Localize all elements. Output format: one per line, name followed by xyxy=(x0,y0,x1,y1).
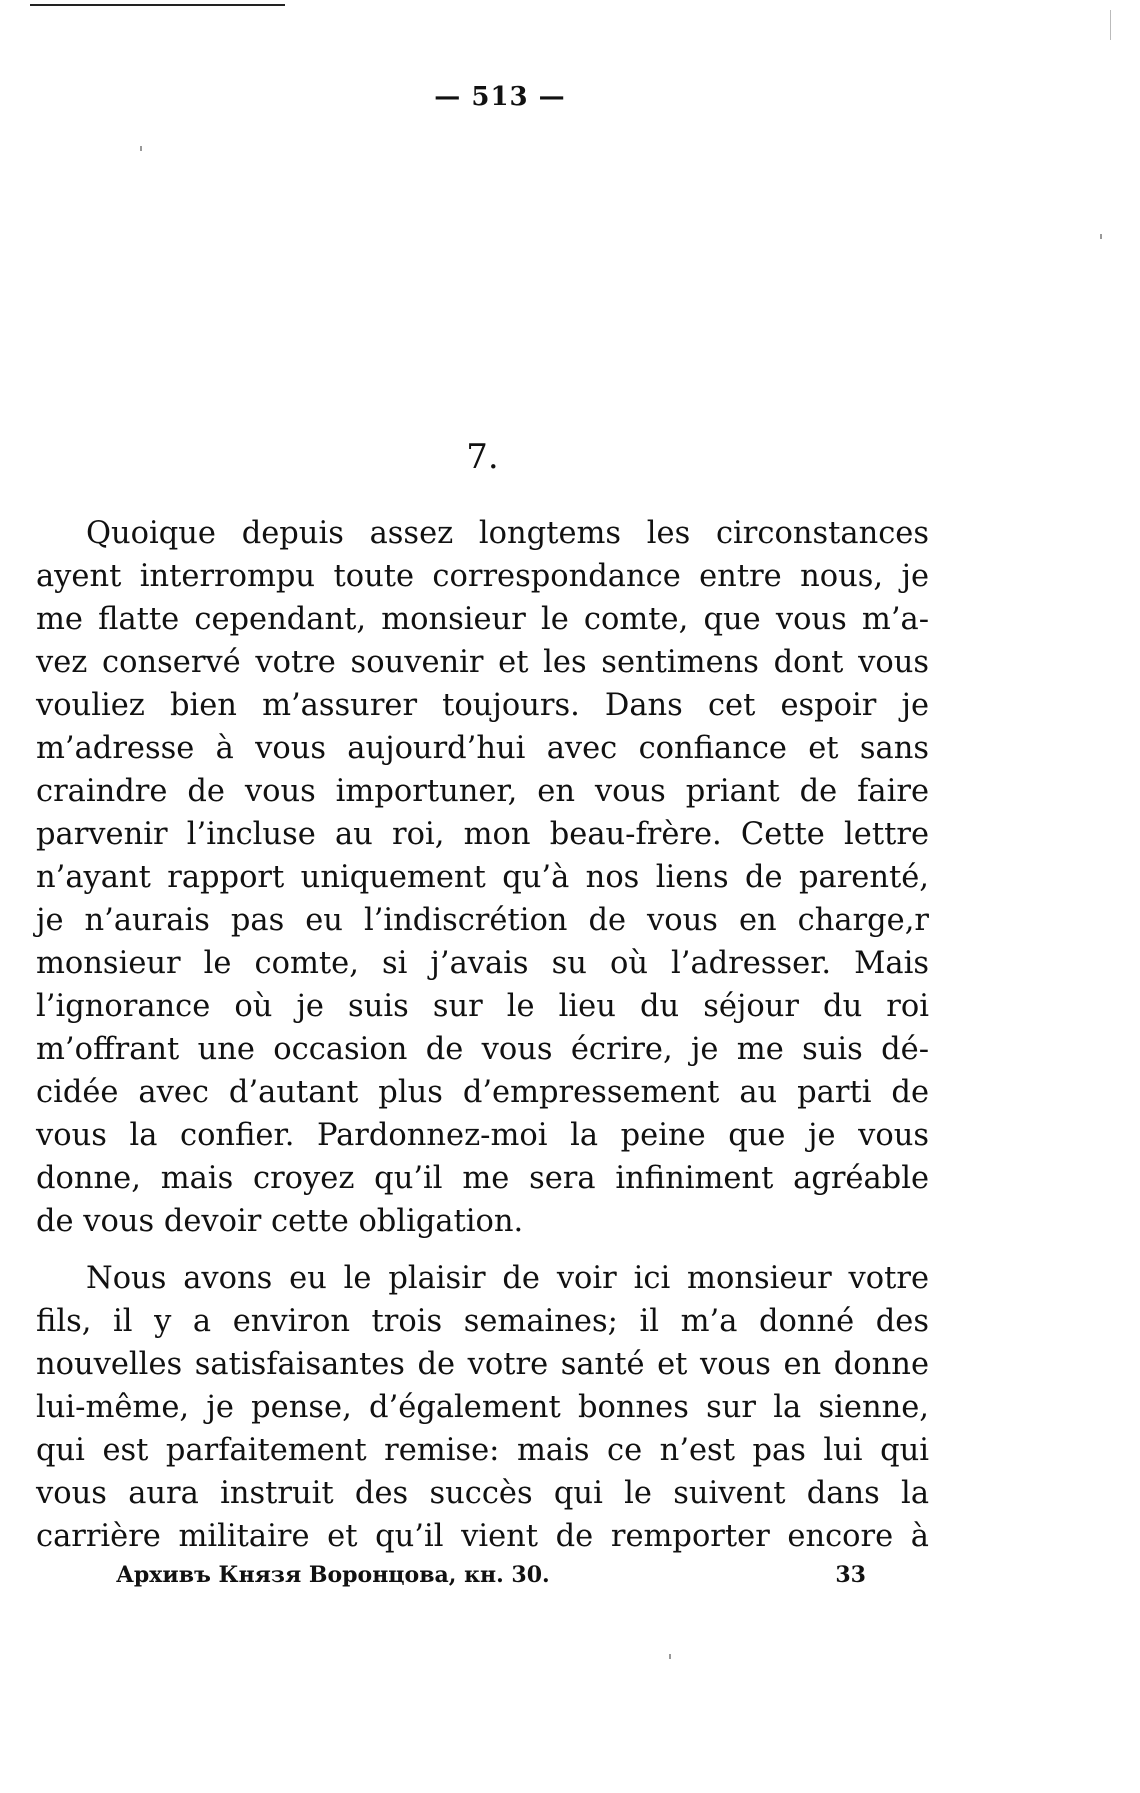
text-line: parvenir l’incluse au roi, mon beau-frère. Cette lettre xyxy=(36,817,929,852)
text-line: monsieur le comte, si j’avais su où l’adresser. Mais xyxy=(36,946,929,981)
text-line: Quoique depuis assez longtems les circonstances xyxy=(86,516,929,551)
print-speck xyxy=(140,146,142,151)
paragraph-2 xyxy=(36,1257,929,1558)
text-line: vouliez bien m’assurer toujours. Dans cet espoir je xyxy=(36,688,929,723)
text-line: Nous avons eu le plaisir de voir ici monsieur votre xyxy=(86,1261,929,1296)
text-line: l’ignorance où je suis sur le lieu du séjour du roi xyxy=(36,989,929,1024)
text-line: fils, il y a environ trois semaines; il m’a donné des xyxy=(36,1304,929,1339)
text-line: je n’aurais pas eu l’indiscrétion de vous en charge,r xyxy=(36,903,929,938)
text-line: donne, mais croyez qu’il me sera infiniment agréable xyxy=(36,1161,929,1196)
section-number: 7. xyxy=(466,437,499,477)
text-line: carrière militaire et qu’il vient de remporter encore à xyxy=(36,1519,929,1554)
top-rule xyxy=(30,4,285,6)
text-line: lui-même, je pense, d’également bonnes sur la sienne, xyxy=(36,1390,929,1425)
edge-mark xyxy=(1110,10,1111,40)
letter-body xyxy=(36,512,929,1558)
text-line: de vous devoir cette obligation. xyxy=(36,1204,524,1239)
text-line: me flatte cependant, monsieur le comte, que vous m’a- xyxy=(36,602,929,637)
page-number: — 513 — xyxy=(434,82,566,112)
text-line: vous aura instruit des succès qui le suivent dans la xyxy=(36,1476,929,1511)
paragraph-1 xyxy=(36,512,929,1243)
text-line: nouvelles satisfaisantes de votre santé et vous en donne xyxy=(36,1347,929,1382)
text-line: vez conservé votre souvenir et les sentimens dont vous xyxy=(36,645,929,680)
text-line: m’adresse à vous aujourd’hui avec confiance et sans xyxy=(36,731,929,766)
text-line: craindre de vous importuner, en vous priant de faire xyxy=(36,774,929,809)
text-line: vous la confier. Pardonnez-moi la peine que je vous xyxy=(36,1118,929,1153)
footer-signature-mark: 33 xyxy=(835,1562,866,1588)
page-footer xyxy=(116,1562,866,1588)
text-line: n’ayant rapport uniquement qu’à nos liens de parenté, xyxy=(36,860,929,895)
text-line: qui est parfaitement remise: mais ce n’est pas lui qui xyxy=(36,1433,929,1468)
footer-source: Архивъ Князя Воронцова, кн. 30. xyxy=(116,1562,550,1588)
print-speck xyxy=(1100,234,1102,239)
text-line: m’offrant une occasion de vous écrire, je me suis dé- xyxy=(36,1032,929,1067)
text-line: ayent interrompu toute correspondance entre nous, je xyxy=(36,559,929,594)
paragraph-gap xyxy=(36,1243,929,1257)
text-line: cidée avec d’autant plus d’empressement au parti de xyxy=(36,1075,929,1110)
print-speck xyxy=(669,1654,671,1659)
